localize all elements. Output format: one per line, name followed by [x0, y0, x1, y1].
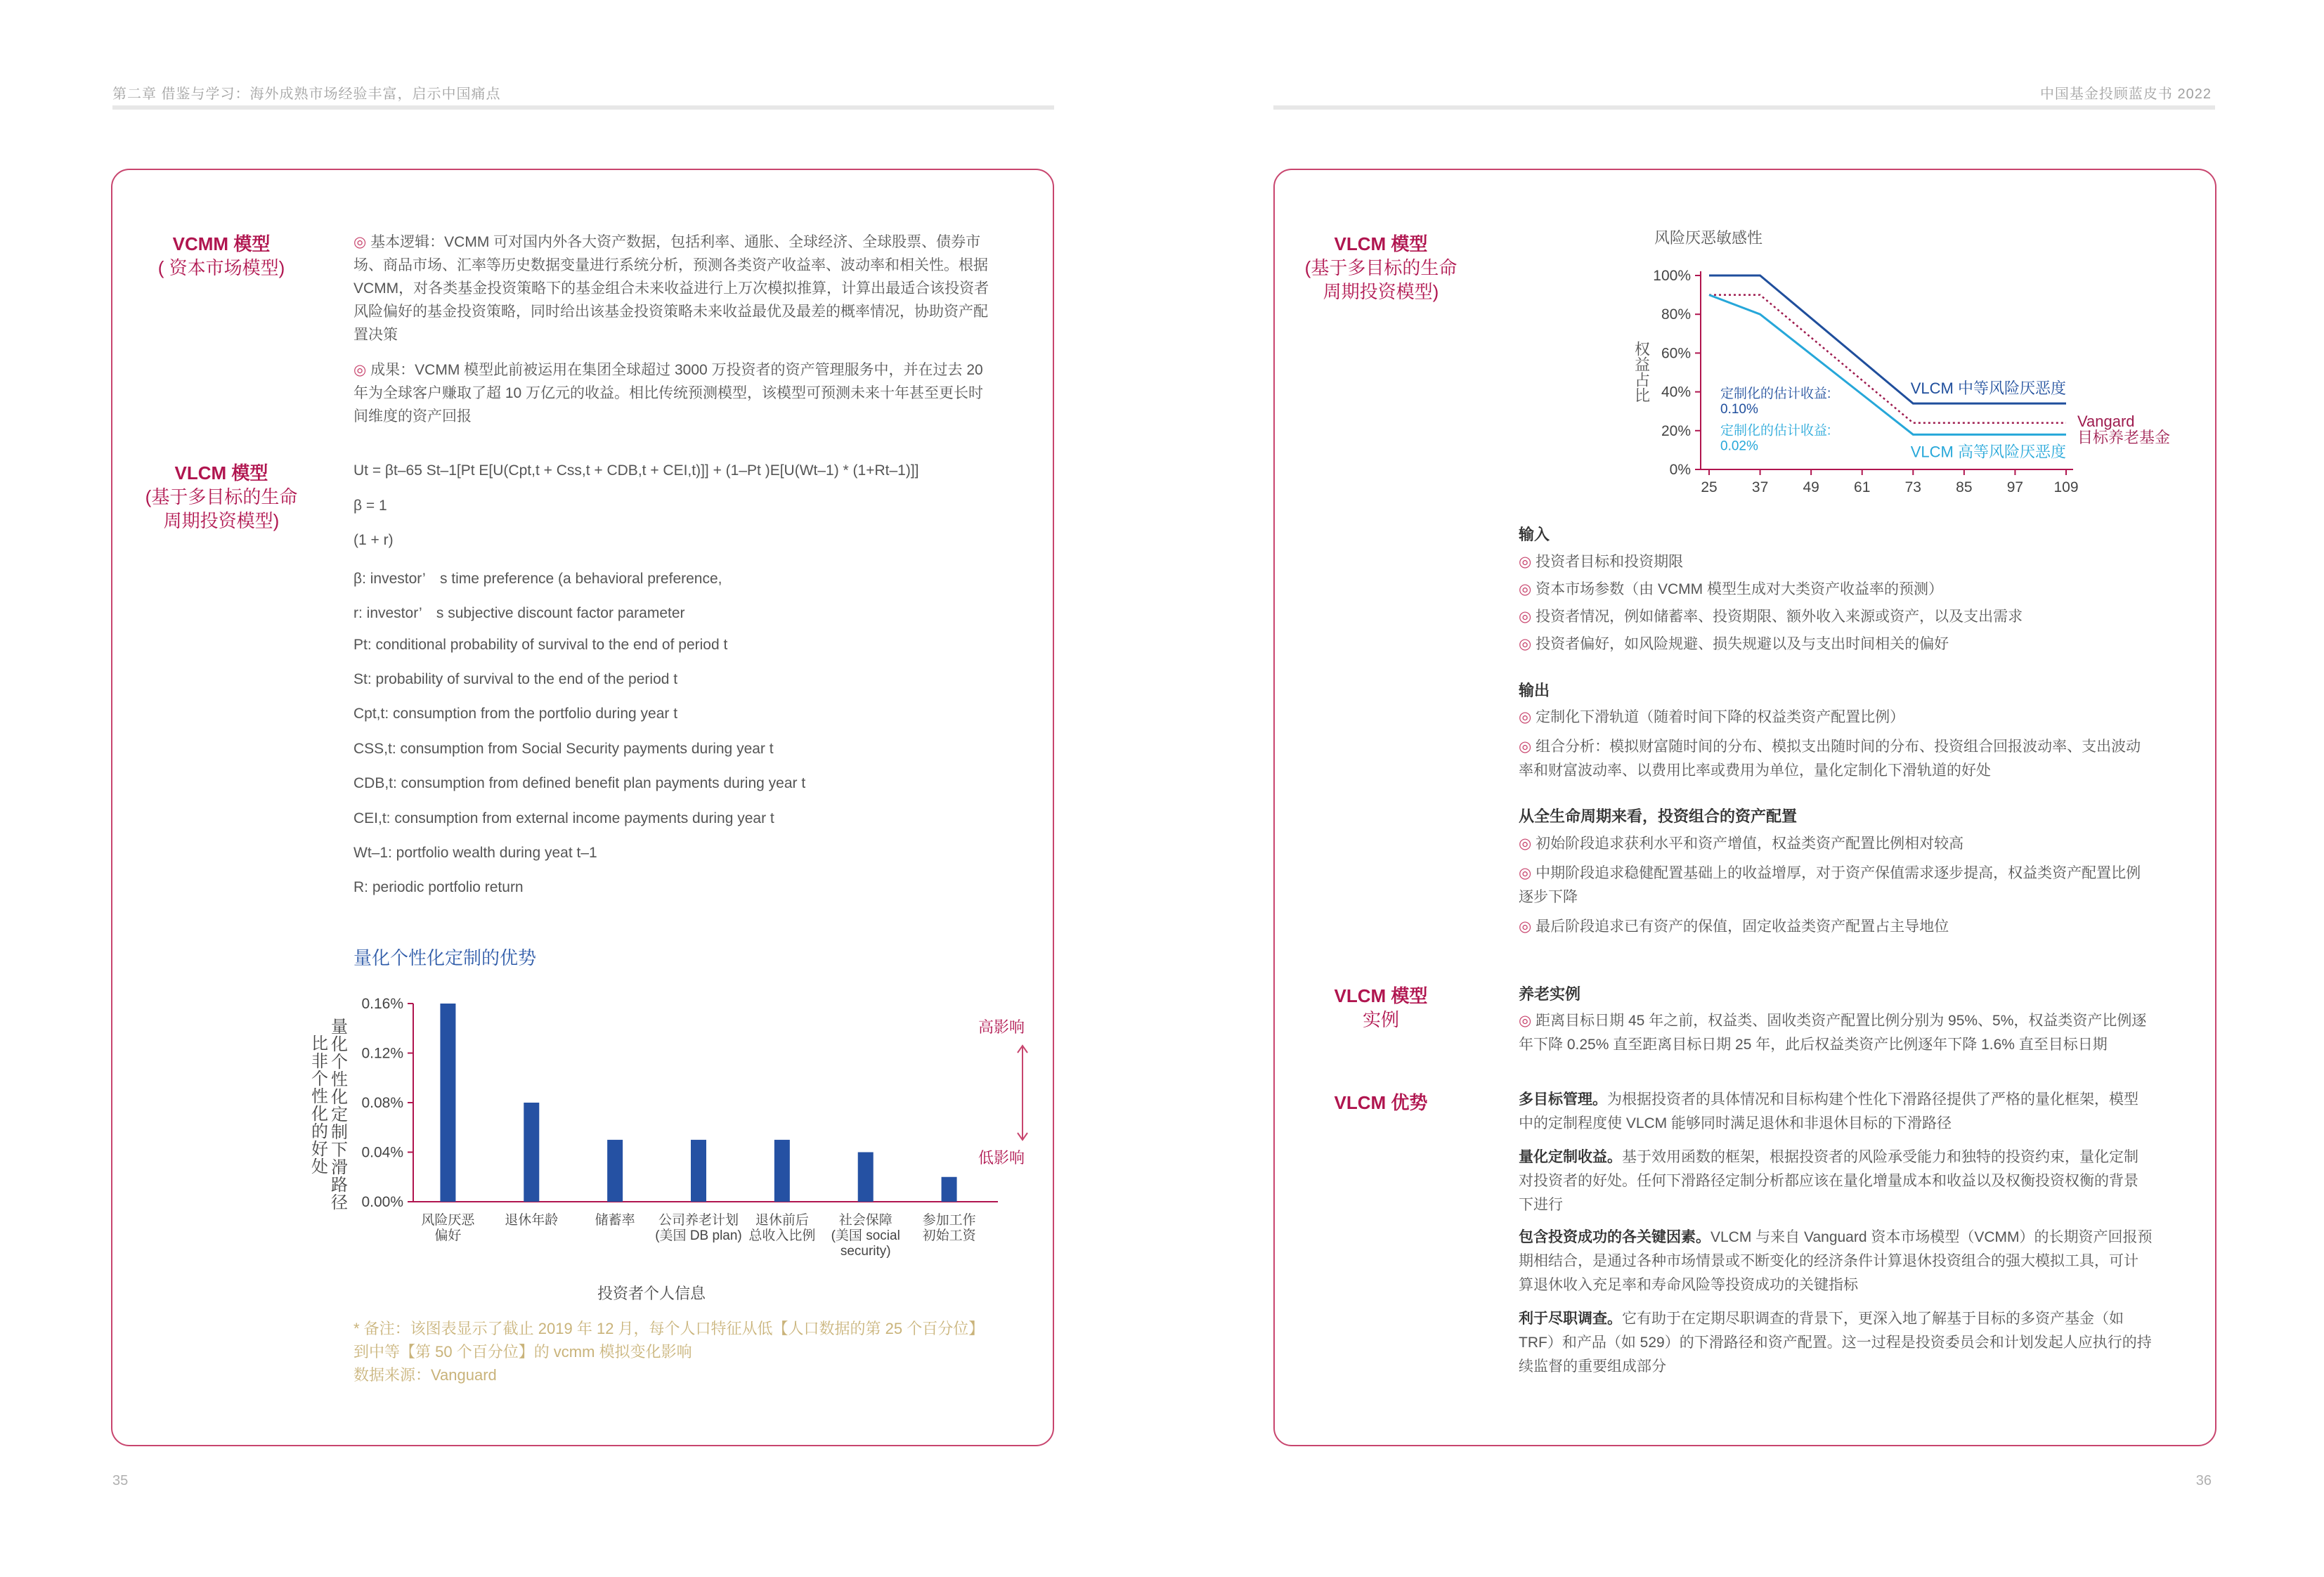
series-label: 目标养老基金 [2077, 428, 2171, 446]
input-item-text: 投资者情况，例如储蓄率、投资期限、额外收入来源或资产，以及支出需求 [1536, 609, 2023, 625]
line-ytick-label: 0% [1669, 462, 1691, 478]
line-ylabel: 权益占比 [1632, 341, 1651, 403]
advantage-text: 对投资者的好处。任何下滑路径定制分析都应该在量化增量成本和收益以及权衡投资权衡的背景 [1519, 1173, 2138, 1189]
impact-arrow-icon [1018, 1046, 1027, 1140]
advantage-label: VLCM 优势 [1334, 1092, 1428, 1113]
advantage-text: 中的定制程度使 VLCM 能够同时满足退休和非退休目标的下滑路径 [1519, 1115, 1952, 1131]
bullet-icon: ◎ [1519, 709, 1536, 725]
vcmm-para-1-line: 风险偏好的基金投资策略，同时给出该基金投资策略未来收益最优及最差的概率情况，协助资产配 [353, 304, 988, 320]
bar-series [440, 1004, 956, 1202]
lifecycle-item-text: 最后阶段追求已有资产的保值，固定收益类资产配置占主导地位 [1536, 919, 1949, 935]
line-xtick-label: 73 [1904, 479, 1921, 495]
advantage-text: TRF）和产品（如 529）的下滑路径和资产配置。这一过程是投资委员会和计划发起人应执行的持 [1519, 1335, 2152, 1351]
header-divider-right [1273, 105, 2215, 110]
vcmm-label-subtitle: ( 资本市场模型) [157, 257, 285, 278]
input-item [1519, 550, 2198, 574]
bullet-icon: ◎ [1519, 636, 1536, 652]
input-item [1519, 632, 2198, 656]
line-labels [1720, 379, 2170, 460]
formula-line: Pt: conditional probability of survival to the end of period t [353, 637, 728, 653]
formula-line: (1 + r) [353, 532, 394, 548]
example-label [1293, 984, 1469, 1032]
low-impact-label: 低影响 [978, 1149, 1025, 1167]
formula-line: Ut = βt–65 St–1[Pt E[U(Cpt,t + Css,t + CDB,t + CEI,t)]] + (1–Pt )E[U(Wt–1) * (1+Rt–1)]] [353, 462, 919, 479]
bullet-icon: ◎ [1519, 581, 1536, 597]
example-title: 养老实例 [1519, 985, 1581, 1003]
bar-ytick-label: 0.04% [361, 1144, 403, 1161]
bar-ytick-label: 0.16% [361, 996, 403, 1012]
vlcm-label-sub2: 周期投资模型) [163, 510, 280, 531]
input-item-text: 资本市场参数（由 VCMM 模型生成对大类资产收益率的预测） [1536, 581, 1943, 597]
input-item [1519, 605, 2198, 629]
advantage-text: 基于效用函数的框架，根据投资者的风险承受能力和独特的投资约束，量化定制 [1622, 1149, 2138, 1165]
output-title: 输出 [1519, 682, 1550, 699]
bar [440, 1004, 455, 1202]
lifecycle-item [1519, 832, 2198, 856]
vlcm-label-title: VLCM 模型 [1334, 233, 1428, 254]
lifecycle-item-text: 中期阶段追求稳健配置基础上的收益增厚，对于资产保值需求逐步提高，权益类资产配置比例 [1536, 865, 2141, 881]
header-right: 中国基金投顾蓝皮书 2022 [2039, 86, 2212, 102]
output-item [1519, 735, 2198, 783]
note-line: 数据来源：Vanguard [353, 1366, 497, 1384]
advantage-text: 期相结合，是通过各种市场情景或不断变化的经济条件计算退休投资组合的强大模拟工具，可计 [1519, 1253, 2138, 1269]
lifecycle-item-text: 初始阶段追求获利水平和资产增值，权益类资产配置比例相对较高 [1536, 836, 1964, 852]
bar-category-label: security) [840, 1244, 891, 1259]
line-xtick-label: 49 [1803, 479, 1819, 495]
header-divider-left [112, 105, 1054, 110]
bar-ylabel-line: 比非个性化的好处 [308, 1034, 327, 1175]
bar-xticks [421, 1212, 976, 1259]
advantage-text: 续监督的重要组成部分 [1519, 1358, 1666, 1375]
bar-ytick-label: 0.00% [361, 1194, 403, 1210]
bar [774, 1140, 790, 1202]
bar-category-label: 参加工作 [922, 1213, 976, 1228]
vcmm-para-2-line: 间维度的资产回报 [353, 408, 472, 424]
page-number-right: 36 [2195, 1473, 2212, 1488]
advantage-item [1519, 1307, 2198, 1379]
bar-category-label: 退休前后 [755, 1213, 809, 1228]
formula-line: β: investor’ s time preference (a behavioral preference, [353, 571, 722, 587]
lifecycle-item [1519, 915, 2198, 939]
bar-xlabel: 投资者个人信息 [597, 1285, 706, 1302]
advantage-text: VLCM 与来自 Vanguard 资本市场模型（VCMM）的长期资产回报预 [1710, 1229, 2153, 1245]
lifecycle-title: 从全生命周期来看，投资组合的资产配置 [1519, 807, 1798, 825]
series-label: Vangard [2077, 412, 2135, 430]
vcmm-para-1 [353, 231, 1042, 346]
bar-ylabel [309, 1018, 348, 1211]
advantage-bold: 利于尽职调查。 [1519, 1311, 1622, 1327]
bullet-icon: ◎ [1519, 836, 1536, 852]
bar [691, 1140, 706, 1202]
bar-category-label: 社会保障 [838, 1213, 892, 1228]
vcmm-para-1-line: 置决策 [353, 327, 398, 343]
input-item-text: 投资者偏好，如风险规避、损失规避以及与支出时间相关的偏好 [1536, 636, 1949, 652]
input-title: 输入 [1519, 526, 1550, 543]
line-series [1709, 275, 2066, 434]
line-ytick-label: 60% [1661, 345, 1691, 362]
bar-category-label: 退休年龄 [505, 1213, 559, 1228]
vcmm-para-2-line: 成果：VCMM 模型此前被运用在集团全球超过 3000 万投资者的资产管理服务中，并在过去 20 [370, 362, 983, 378]
example-label-sub: 实例 [1362, 1009, 1399, 1030]
line-ytick-label: 20% [1661, 422, 1691, 439]
vlcm-label-right [1293, 232, 1469, 304]
advantage-item [1519, 1088, 2198, 1136]
input-item [1519, 578, 2198, 602]
vcmm-para-2-line: 年为全球客户赚取了超 10 万亿元的收益。相比传统预测模型，该模型可预测未来十年甚至更长时 [353, 385, 984, 401]
vlcm-label-sub1: (基于多目标的生命 [145, 486, 298, 507]
formula-line: Cpt,t: consumption from the portfolio during year t [353, 706, 678, 722]
lifecycle-item [1519, 862, 2198, 909]
line-xtick-label: 97 [2006, 479, 2024, 495]
bullet-icon: ◎ [353, 362, 367, 378]
bar-category-label: (美国 social [831, 1228, 900, 1243]
output-item-text: 定制化下滑轨道（随着时间下降的权益类资产配置比例） [1536, 709, 1905, 725]
header-left: 第二章 借鉴与学习：海外成熟市场经验丰富，启示中国痛点 [112, 86, 501, 102]
bullet-icon: ◎ [1519, 1013, 1536, 1029]
vcmm-label [141, 232, 302, 280]
bar [607, 1140, 623, 1202]
line-xtick-label: 85 [1956, 479, 1973, 495]
series-label: VLCM 中等风险厌恶度 [1910, 379, 2066, 398]
line-chart-title: 风险厌恶敏感性 [1654, 229, 1763, 247]
vcmm-para-1-line: VCMM，对各类基金投资策略下的基金组合未来收益进行上万次模拟推算，计算出最适合该投资者 [353, 280, 989, 297]
formula-line: CEI,t: consumption from external income payments during year t [353, 810, 774, 826]
bar-category-label: 储蓄率 [595, 1213, 635, 1228]
series-line [1709, 295, 2066, 435]
line-ytick-label: 80% [1661, 306, 1691, 323]
bar-category-label: 公司养老计划 [658, 1213, 739, 1228]
formula-line: St: probability of survival to the end of the period t [353, 671, 678, 687]
annotation-value: 0.10% [1720, 401, 1758, 417]
vlcm-label-left [134, 461, 309, 533]
example-label-title: VLCM 模型 [1334, 985, 1428, 1006]
line-ytick-label: 100% [1653, 268, 1691, 284]
bar-chart-title: 量化个性化定制的优势 [353, 947, 537, 968]
advantage-bold: 多目标管理。 [1519, 1091, 1607, 1108]
lifecycle-item-text: 逐步下降 [1519, 889, 1578, 905]
output-item-text: 组合分析：模拟财富随时间的分布、模拟支出随时间的分布、投资组合回报波动率、支出波动 [1536, 739, 2141, 755]
advantage-bold: 量化定制收益。 [1519, 1149, 1622, 1165]
formula-line: R: periodic portfolio return [353, 879, 524, 895]
formula-line: Wt–1: portfolio wealth during yeat t–1 [353, 845, 597, 861]
vlcm-label-title: VLCM 模型 [174, 462, 268, 484]
line-xtick-label: 25 [1701, 479, 1718, 495]
formula-line: CSS,t: consumption from Social Security payments during year t [353, 741, 774, 757]
annotation-label: 定制化的估计收益: [1720, 386, 1831, 401]
bar-category-label: 风险厌恶 [421, 1213, 475, 1228]
note-line: 到中等【第 50 个百分位】的 vcmm 模拟变化影响 [353, 1343, 692, 1361]
annotation-value: 0.02% [1720, 439, 1758, 454]
example-text [1519, 1009, 2198, 1057]
line-xtick-label: 61 [1854, 479, 1871, 495]
bar-category-label: 初始工资 [922, 1228, 976, 1243]
line-chart [1616, 225, 2249, 506]
vcmm-para-1-line: 基本逻辑：VCMM 可对国内外各大资产数据，包括利率、通胀、全球经济、全球股票、债券市 [370, 234, 981, 250]
input-item-text: 投资者目标和投资期限 [1536, 554, 1684, 570]
bar-ylabel-line: 量化个性化定制下滑路径 [327, 1018, 347, 1211]
bullet-icon: ◎ [1519, 919, 1536, 935]
vcmm-label-title: VCMM 模型 [172, 233, 271, 254]
line-xtick-label: 109 [2053, 479, 2079, 495]
annotation-label: 定制化的估计收益: [1720, 423, 1831, 439]
example-line: 年下降 0.25% 直至距离目标日期 25 年，此后权益类资产比例逐年下降 1.6% 直至目标日期 [1519, 1037, 2108, 1053]
bar-category-label: (美国 DB plan) [655, 1228, 742, 1243]
bar [858, 1153, 874, 1202]
vcmm-para-2 [353, 358, 1042, 428]
advantage-bold: 包含投资成功的各关键因素。 [1519, 1229, 1710, 1245]
bar-ytick-label: 0.12% [361, 1045, 403, 1062]
line-xtick-label: 37 [1751, 479, 1769, 495]
note-line: * 备注：该图表显示了截止 2019 年 12 月，每个人口特征从低【人口数据的第 25 个百分位】 [353, 1320, 985, 1337]
bullet-icon: ◎ [1519, 739, 1536, 755]
chart-note [353, 1317, 984, 1387]
vlcm-label-sub2: 周期投资模型) [1323, 281, 1439, 302]
bar-chart [295, 984, 1068, 1314]
bar-category-label: 偏好 [434, 1228, 462, 1243]
formula-line: CDB,t: consumption from defined benefit plan payments during year t [353, 775, 806, 791]
bar-axes [361, 996, 998, 1210]
bar [942, 1177, 957, 1202]
advantage-text: 为根据投资者的具体情况和目标构建个性化下滑路径提供了严格的量化框架，模型 [1607, 1091, 2138, 1108]
high-impact-label: 高影响 [978, 1018, 1025, 1036]
advantage-item [1519, 1226, 2198, 1297]
vcmm-para-1-line: 场、商品市场、汇率等历史数据变量进行系统分析，预测各类资产收益率、波动率和相关性。根据 [353, 257, 988, 273]
bar [524, 1103, 539, 1202]
bullet-icon: ◎ [1519, 609, 1536, 625]
bullet-icon: ◎ [1519, 554, 1536, 570]
line-ytick-label: 40% [1661, 384, 1691, 401]
bullet-icon: ◎ [353, 234, 367, 250]
advantage-text: 下进行 [1519, 1197, 1563, 1213]
page-number-left: 35 [112, 1473, 129, 1488]
advantage-text: 算退休收入充足率和寿命风险等投资成功的关键指标 [1519, 1277, 1858, 1293]
example-line: 距离目标日期 45 年之前，权益类、固收类资产配置比例分别为 95%、5%，权益类资产比例逐 [1536, 1013, 2147, 1029]
output-item-text: 率和财富波动率、以费用比率或费用为单位，量化定制化下滑轨道的好处 [1519, 762, 1991, 779]
bullet-icon: ◎ [1519, 865, 1536, 881]
vlcm-label-sub1: (基于多目标的生命 [1304, 257, 1458, 278]
formula-line: β = 1 [353, 498, 387, 514]
formula-line: r: investor’ s subjective discount factor parameter [353, 605, 685, 621]
output-item [1519, 706, 2198, 729]
advantage-item [1519, 1146, 2198, 1217]
series-label: VLCM 高等风险厌恶度 [1910, 443, 2066, 461]
advantage-text: 它有助于在定期尽职调查的背景下，更深入地了解基于目标的多资产基金（如 [1622, 1311, 2124, 1327]
bar-ytick-label: 0.08% [361, 1095, 403, 1111]
bar-category-label: 总收入比例 [748, 1228, 816, 1243]
